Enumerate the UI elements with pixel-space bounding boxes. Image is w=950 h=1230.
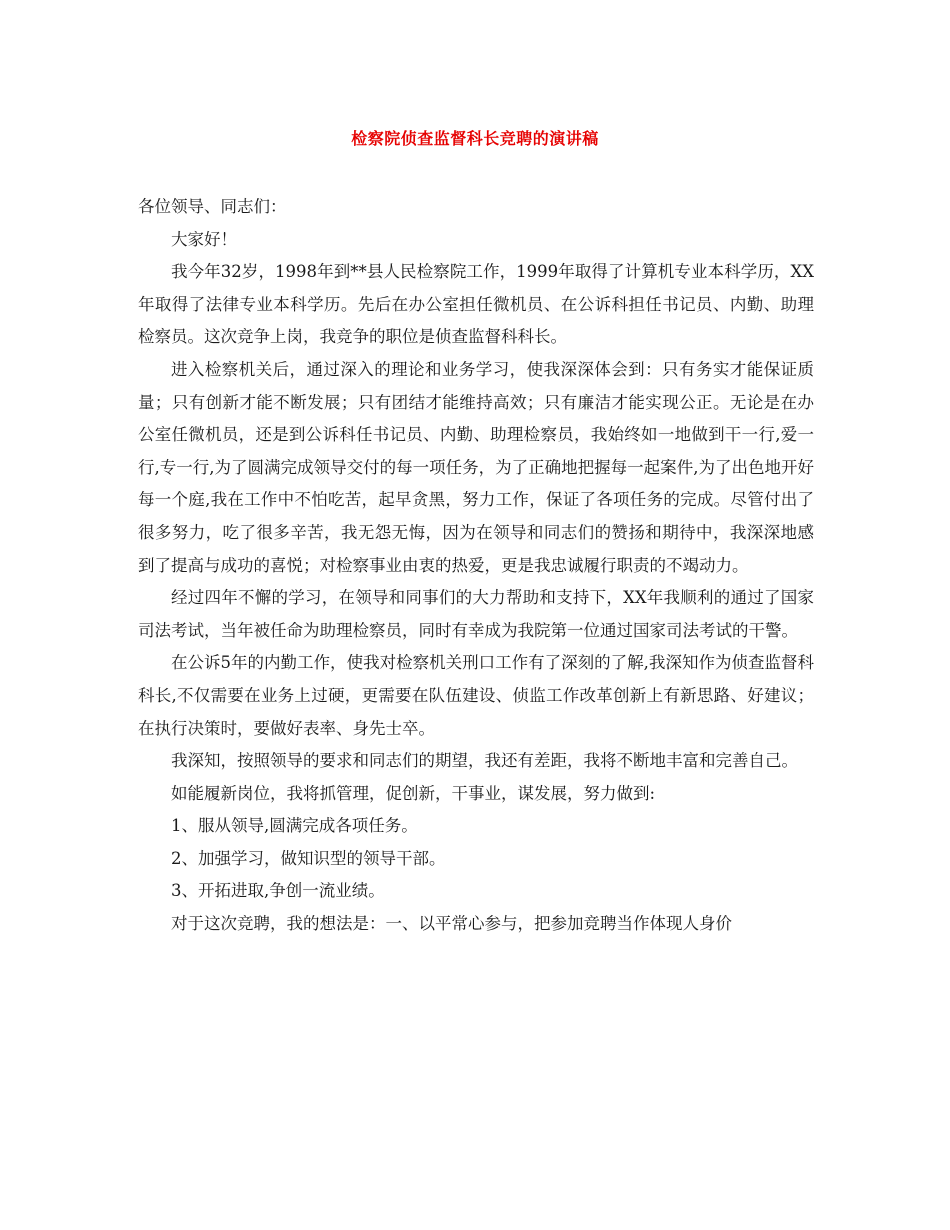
- document-body: [138, 191, 814, 941]
- list-item: 2、加强学习，做知识型的领导干部。: [171, 848, 446, 868]
- list-item: 1、服从领导,圆满完成各项任务。: [171, 816, 418, 836]
- paragraph-commitment: 如能履新岗位，我将抓管理，促创新，干事业，谋发展，努力做到:: [171, 783, 656, 803]
- paragraph-understanding: 在公诉5年的内勤工作，使我对检察机关刑口工作有了深刻的了解,我深知作为侦查监督科科长,不仅需要在业务上过硬，更需要在队伍建设、侦监工作改革创新上有新思路、好建议；在执行决策时，要做好表率、身先士卒。: [138, 653, 814, 738]
- salutation: 各位领导、同志们：: [138, 197, 287, 216]
- paragraph-closing: 对于这次竞聘，我的想法是：一、以平常心参与，把参加竞聘当作体现人身价: [171, 914, 732, 934]
- paragraph-self-improvement: 我深知，按照领导的要求和同志们的期望，我还有差距，我将不断地丰富和完善自己。: [171, 751, 798, 771]
- paragraph-greeting: 大家好！: [171, 229, 237, 249]
- document-title: 检察院侦查监督科长竞聘的演讲稿: [351, 129, 599, 148]
- paragraph-exam: 经过四年不懈的学习，在领导和同事们的大力帮助和支持下，XX年我顺利的通过了国家司法考试，当年被任命为助理检察员，同时有幸成为我院第一位通过国家司法考试的干警。: [138, 588, 814, 640]
- paragraph-intro: 我今年32岁，1998年到**县人民检察院工作，1999年取得了计算机专业本科学历，XX年取得了法律专业本科学历。先后在办公室担任微机员、在公诉科担任书记员、内勤、助理检察员。这次竞争上岗，我竞争的职位是侦查监督科科长。: [138, 262, 814, 347]
- list-item: 3、开拓进取,争创一流业绩。: [171, 881, 385, 901]
- paragraph-experience: 进入检察机关后，通过深入的理论和业务学习，使我深深体会到：只有务实才能保证质量；只有创新才能不断发展；只有团结才能维持高效；只有廉洁才能实现公正。无论是在办公室任微机员，还是到公诉科任书记员、内勤、助理检察员，我始终如一地做到干一行,爱一行,专一行,为了圆满完成领导交付的每一项任务，为了正确地把握每一起案件,为了出色地开好每一个庭,我在工作中不怕吃苦，起早贪黑，努力工作，保证了各项任务的完成。尽管付出了很多努力，吃了很多辛苦，我无怨无悔，因为在领导和同志们的赞扬和期待中，我深深地感到了提高与成功的喜悦；对检察事业由衷的热爱，更是我忠诚履行职责的不竭动力。: [138, 359, 814, 575]
